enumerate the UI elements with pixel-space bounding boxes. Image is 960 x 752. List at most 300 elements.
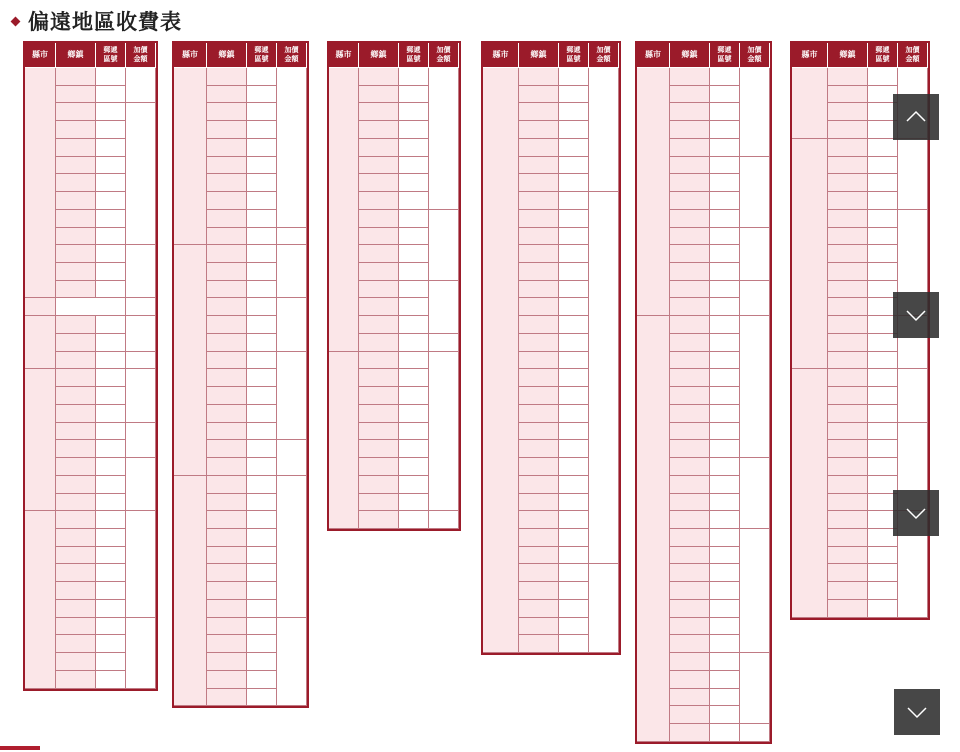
township-cell bbox=[207, 600, 247, 618]
postal-code-cell bbox=[399, 440, 429, 458]
chevron-up-icon bbox=[904, 105, 928, 129]
township-cell bbox=[670, 68, 710, 86]
postal-code-cell bbox=[96, 245, 126, 263]
township-cell bbox=[828, 494, 868, 512]
township-cell bbox=[519, 263, 559, 281]
township-cell bbox=[359, 192, 399, 210]
surcharge-cell bbox=[126, 245, 156, 298]
postal-code-cell bbox=[710, 334, 740, 352]
township-cell bbox=[359, 86, 399, 104]
postal-code-cell bbox=[710, 86, 740, 104]
township-cell bbox=[519, 635, 559, 653]
surcharge-cell bbox=[429, 511, 459, 529]
township-cell bbox=[56, 564, 96, 582]
column-header: 加價 金額 bbox=[898, 43, 928, 68]
surcharge-cell bbox=[277, 440, 307, 475]
postal-code-cell bbox=[868, 210, 898, 228]
township-cell bbox=[207, 316, 247, 334]
township-cell bbox=[56, 298, 126, 316]
county-cell bbox=[792, 369, 828, 617]
postal-code-cell bbox=[96, 582, 126, 600]
township-cell bbox=[670, 724, 710, 742]
township-cell bbox=[828, 316, 868, 334]
township-cell bbox=[519, 228, 559, 246]
township-cell bbox=[670, 600, 710, 618]
county-cell bbox=[637, 316, 670, 742]
scroll-up-button[interactable] bbox=[893, 94, 939, 140]
township-cell bbox=[670, 405, 710, 423]
township-cell bbox=[207, 458, 247, 476]
column-header: 郵遞 區號 bbox=[399, 43, 429, 68]
postal-code-cell bbox=[559, 68, 589, 86]
postal-code-cell bbox=[399, 68, 429, 86]
postal-code-cell bbox=[247, 405, 277, 423]
postal-code-cell bbox=[559, 369, 589, 387]
postal-code-cell bbox=[559, 423, 589, 441]
column-header: 縣市 bbox=[174, 43, 207, 68]
column-header: 鄉鎮 bbox=[56, 43, 96, 68]
postal-code-cell bbox=[868, 245, 898, 263]
township-cell bbox=[670, 547, 710, 565]
township-cell bbox=[359, 298, 399, 316]
township-cell bbox=[670, 706, 710, 724]
surcharge-cell bbox=[126, 423, 156, 458]
postal-code-cell bbox=[247, 618, 277, 636]
column-header: 縣市 bbox=[329, 43, 359, 68]
surcharge-cell bbox=[126, 352, 156, 370]
postal-code-cell bbox=[96, 547, 126, 565]
postal-code-cell bbox=[710, 494, 740, 512]
surcharge-cell bbox=[740, 316, 770, 458]
fee-table-4 bbox=[481, 41, 621, 655]
township-cell bbox=[519, 564, 559, 582]
township-cell bbox=[359, 174, 399, 192]
township-cell bbox=[359, 494, 399, 512]
postal-code-cell bbox=[247, 653, 277, 671]
township-cell bbox=[670, 352, 710, 370]
township-cell bbox=[359, 68, 399, 86]
township-cell bbox=[670, 103, 710, 121]
township-cell bbox=[828, 529, 868, 547]
postal-code-cell bbox=[399, 157, 429, 175]
township-cell bbox=[207, 369, 247, 387]
township-cell bbox=[56, 157, 96, 175]
township-cell bbox=[207, 281, 247, 299]
township-cell bbox=[56, 440, 96, 458]
township-cell bbox=[207, 86, 247, 104]
postal-code-cell bbox=[868, 68, 898, 86]
township-cell bbox=[359, 263, 399, 281]
postal-code-cell bbox=[247, 68, 277, 86]
township-cell bbox=[56, 600, 96, 618]
township-cell bbox=[670, 121, 710, 139]
county-cell bbox=[25, 298, 56, 316]
township-cell bbox=[207, 653, 247, 671]
postal-code-cell bbox=[399, 458, 429, 476]
township-cell bbox=[56, 653, 96, 671]
county-cell bbox=[25, 68, 56, 298]
township-cell bbox=[207, 547, 247, 565]
surcharge-cell bbox=[429, 210, 459, 281]
postal-code-cell bbox=[247, 86, 277, 104]
postal-code-cell bbox=[247, 228, 277, 246]
township-cell bbox=[670, 440, 710, 458]
postal-code-cell bbox=[710, 139, 740, 157]
township-cell bbox=[56, 86, 96, 104]
postal-code-cell bbox=[710, 405, 740, 423]
postal-code-cell bbox=[247, 387, 277, 405]
postal-code-cell bbox=[247, 281, 277, 299]
postal-code-cell bbox=[399, 86, 429, 104]
postal-code-cell bbox=[247, 298, 277, 316]
surcharge-cell bbox=[126, 316, 156, 351]
postal-code-cell bbox=[559, 316, 589, 334]
postal-code-cell bbox=[247, 316, 277, 334]
postal-code-cell bbox=[247, 564, 277, 582]
postal-code-cell bbox=[247, 157, 277, 175]
township-cell bbox=[828, 103, 868, 121]
postal-code-cell bbox=[868, 387, 898, 405]
surcharge-cell bbox=[740, 281, 770, 316]
surcharge-cell bbox=[277, 618, 307, 707]
township-cell bbox=[670, 263, 710, 281]
township-cell bbox=[359, 369, 399, 387]
postal-code-cell bbox=[247, 440, 277, 458]
township-cell bbox=[359, 334, 399, 352]
township-cell bbox=[56, 582, 96, 600]
postal-code-cell bbox=[710, 369, 740, 387]
township-cell bbox=[828, 228, 868, 246]
postal-code-cell bbox=[247, 689, 277, 707]
township-cell bbox=[207, 529, 247, 547]
surcharge-cell bbox=[589, 192, 619, 564]
postal-code-cell bbox=[96, 529, 126, 547]
postal-code-cell bbox=[559, 635, 589, 653]
postal-code-cell bbox=[559, 263, 589, 281]
township-cell bbox=[519, 618, 559, 636]
township-cell bbox=[519, 298, 559, 316]
township-cell bbox=[56, 192, 96, 210]
township-cell bbox=[670, 458, 710, 476]
township-cell bbox=[519, 476, 559, 494]
column-header: 加價 金額 bbox=[429, 43, 459, 68]
postal-code-cell bbox=[96, 121, 126, 139]
postal-code-cell bbox=[247, 494, 277, 512]
surcharge-cell bbox=[277, 245, 307, 298]
township-cell bbox=[56, 103, 96, 121]
township-cell bbox=[519, 440, 559, 458]
postal-code-cell bbox=[247, 369, 277, 387]
township-cell bbox=[207, 139, 247, 157]
township-cell bbox=[670, 635, 710, 653]
postal-code-cell bbox=[247, 174, 277, 192]
postal-code-cell bbox=[96, 352, 126, 370]
postal-code-cell bbox=[96, 458, 126, 476]
township-cell bbox=[828, 334, 868, 352]
postal-code-cell bbox=[247, 423, 277, 441]
township-cell bbox=[670, 369, 710, 387]
scroll-down-button[interactable] bbox=[893, 292, 939, 338]
township-cell bbox=[670, 174, 710, 192]
township-cell bbox=[828, 440, 868, 458]
postal-code-cell bbox=[559, 245, 589, 263]
township-cell bbox=[207, 582, 247, 600]
postal-code-cell bbox=[247, 334, 277, 352]
postal-code-cell bbox=[559, 440, 589, 458]
township-cell bbox=[519, 529, 559, 547]
postal-code-cell bbox=[247, 263, 277, 281]
township-cell bbox=[359, 316, 399, 334]
surcharge-cell bbox=[589, 68, 619, 192]
township-cell bbox=[670, 529, 710, 547]
township-cell bbox=[670, 689, 710, 707]
postal-code-cell bbox=[96, 263, 126, 281]
township-cell bbox=[519, 121, 559, 139]
township-cell bbox=[207, 228, 247, 246]
surcharge-cell bbox=[277, 476, 307, 618]
township-cell bbox=[56, 458, 96, 476]
township-cell bbox=[828, 174, 868, 192]
surcharge-cell bbox=[898, 139, 928, 210]
county-cell bbox=[329, 352, 359, 529]
township-cell bbox=[670, 494, 710, 512]
township-cell bbox=[56, 547, 96, 565]
county-cell bbox=[25, 511, 56, 688]
postal-code-cell bbox=[559, 529, 589, 547]
postal-code-cell bbox=[559, 511, 589, 529]
postal-code-cell bbox=[559, 547, 589, 565]
postal-code-cell bbox=[868, 440, 898, 458]
township-cell bbox=[207, 511, 247, 529]
surcharge-cell bbox=[126, 458, 156, 511]
county-cell bbox=[25, 316, 56, 369]
surcharge-cell bbox=[740, 724, 770, 742]
column-header: 加價 金額 bbox=[589, 43, 619, 68]
postal-code-cell bbox=[96, 139, 126, 157]
fee-table-1 bbox=[23, 41, 158, 691]
postal-code-cell bbox=[247, 458, 277, 476]
county-cell bbox=[637, 68, 670, 316]
township-cell bbox=[828, 192, 868, 210]
county-cell bbox=[792, 68, 828, 139]
postal-code-cell bbox=[399, 476, 429, 494]
township-cell bbox=[828, 86, 868, 104]
township-cell bbox=[828, 511, 868, 529]
postal-code-cell bbox=[96, 103, 126, 121]
fee-table-3 bbox=[327, 41, 461, 531]
postal-code-cell bbox=[710, 423, 740, 441]
fee-table-2 bbox=[172, 41, 309, 708]
township-cell bbox=[56, 245, 96, 263]
surcharge-cell bbox=[589, 564, 619, 653]
postal-code-cell bbox=[96, 174, 126, 192]
township-cell bbox=[828, 600, 868, 618]
township-cell bbox=[56, 139, 96, 157]
township-cell bbox=[670, 281, 710, 299]
township-cell bbox=[56, 352, 96, 370]
township-cell bbox=[828, 157, 868, 175]
township-cell bbox=[519, 103, 559, 121]
township-cell bbox=[359, 458, 399, 476]
postal-code-cell bbox=[96, 564, 126, 582]
postal-code-cell bbox=[247, 476, 277, 494]
postal-code-cell bbox=[710, 547, 740, 565]
township-cell bbox=[359, 121, 399, 139]
township-cell bbox=[670, 618, 710, 636]
township-cell bbox=[207, 423, 247, 441]
postal-code-cell bbox=[710, 316, 740, 334]
postal-code-cell bbox=[96, 494, 126, 512]
column-header: 郵遞 區號 bbox=[247, 43, 277, 68]
township-cell bbox=[359, 352, 399, 370]
township-cell bbox=[359, 245, 399, 263]
postal-code-cell bbox=[247, 121, 277, 139]
township-cell bbox=[519, 423, 559, 441]
fee-table-5 bbox=[635, 41, 772, 744]
township-cell bbox=[207, 671, 247, 689]
postal-code-cell bbox=[559, 618, 589, 636]
township-cell bbox=[207, 334, 247, 352]
column-header: 縣市 bbox=[637, 43, 670, 68]
township-cell bbox=[519, 600, 559, 618]
township-cell bbox=[207, 635, 247, 653]
column-header: 加價 金額 bbox=[740, 43, 770, 68]
township-cell bbox=[670, 671, 710, 689]
postal-code-cell bbox=[399, 511, 429, 529]
postal-code-cell bbox=[96, 334, 126, 352]
postal-code-cell bbox=[710, 440, 740, 458]
postal-code-cell bbox=[247, 210, 277, 228]
county-cell bbox=[329, 68, 359, 352]
postal-code-cell bbox=[399, 263, 429, 281]
postal-code-cell bbox=[559, 600, 589, 618]
township-cell bbox=[670, 298, 710, 316]
township-cell bbox=[56, 263, 96, 281]
township-cell bbox=[207, 157, 247, 175]
township-cell bbox=[359, 228, 399, 246]
postal-code-cell bbox=[868, 458, 898, 476]
postal-code-cell bbox=[710, 298, 740, 316]
township-cell bbox=[519, 86, 559, 104]
postal-code-cell bbox=[399, 228, 429, 246]
postal-code-cell bbox=[710, 511, 740, 529]
surcharge-cell bbox=[740, 157, 770, 228]
township-cell bbox=[207, 476, 247, 494]
postal-code-cell bbox=[868, 582, 898, 600]
postal-code-cell bbox=[399, 121, 429, 139]
township-cell bbox=[56, 334, 96, 352]
township-cell bbox=[828, 476, 868, 494]
postal-code-cell bbox=[559, 387, 589, 405]
postal-code-cell bbox=[96, 423, 126, 441]
township-cell bbox=[56, 316, 96, 334]
township-cell bbox=[828, 121, 868, 139]
postal-code-cell bbox=[399, 369, 429, 387]
postal-code-cell bbox=[399, 298, 429, 316]
township-cell bbox=[519, 334, 559, 352]
township-cell bbox=[56, 635, 96, 653]
postal-code-cell bbox=[710, 210, 740, 228]
column-header: 郵遞 區號 bbox=[96, 43, 126, 68]
column-header: 鄉鎮 bbox=[359, 43, 399, 68]
postal-code-cell bbox=[559, 458, 589, 476]
township-cell bbox=[207, 618, 247, 636]
postal-code-cell bbox=[399, 352, 429, 370]
township-cell bbox=[207, 564, 247, 582]
township-cell bbox=[56, 281, 96, 299]
postal-code-cell bbox=[96, 511, 126, 529]
postal-code-cell bbox=[247, 547, 277, 565]
postal-code-cell bbox=[96, 86, 126, 104]
column-header: 縣市 bbox=[25, 43, 56, 68]
postal-code-cell bbox=[247, 635, 277, 653]
postal-code-cell bbox=[710, 582, 740, 600]
bottom-accent-line bbox=[0, 746, 40, 750]
township-cell bbox=[207, 352, 247, 370]
postal-code-cell bbox=[399, 103, 429, 121]
postal-code-cell bbox=[559, 352, 589, 370]
township-cell bbox=[56, 511, 96, 529]
postal-code-cell bbox=[247, 511, 277, 529]
postal-code-cell bbox=[559, 228, 589, 246]
township-cell bbox=[670, 228, 710, 246]
postal-code-cell bbox=[710, 192, 740, 210]
postal-code-cell bbox=[868, 192, 898, 210]
column-header: 加價 金額 bbox=[126, 43, 156, 68]
postal-code-cell bbox=[399, 174, 429, 192]
township-cell bbox=[207, 440, 247, 458]
township-cell bbox=[828, 68, 868, 86]
township-cell bbox=[359, 440, 399, 458]
postal-code-cell bbox=[559, 405, 589, 423]
township-cell bbox=[519, 387, 559, 405]
surcharge-cell bbox=[126, 369, 156, 422]
township-cell bbox=[519, 68, 559, 86]
surcharge-cell bbox=[429, 68, 459, 210]
township-cell bbox=[828, 405, 868, 423]
township-cell bbox=[359, 157, 399, 175]
postal-code-cell bbox=[710, 245, 740, 263]
township-cell bbox=[207, 245, 247, 263]
postal-code-cell bbox=[399, 405, 429, 423]
township-cell bbox=[56, 405, 96, 423]
township-cell bbox=[56, 228, 96, 246]
postal-code-cell bbox=[399, 316, 429, 334]
page-down-button[interactable] bbox=[894, 689, 940, 735]
postal-code-cell bbox=[247, 245, 277, 263]
postal-code-cell bbox=[96, 671, 126, 689]
township-cell bbox=[207, 263, 247, 281]
township-cell bbox=[359, 139, 399, 157]
township-cell bbox=[359, 476, 399, 494]
postal-code-cell bbox=[710, 600, 740, 618]
township-cell bbox=[519, 494, 559, 512]
postal-code-cell bbox=[710, 653, 740, 671]
township-cell bbox=[670, 157, 710, 175]
township-cell bbox=[56, 174, 96, 192]
scroll-down-button-2[interactable] bbox=[893, 490, 939, 536]
postal-code-cell bbox=[710, 458, 740, 476]
postal-code-cell bbox=[559, 174, 589, 192]
township-cell bbox=[828, 210, 868, 228]
page-title bbox=[8, 6, 182, 36]
township-cell bbox=[359, 405, 399, 423]
township-cell bbox=[56, 210, 96, 228]
postal-code-cell bbox=[559, 139, 589, 157]
township-cell bbox=[207, 298, 247, 316]
postal-code-cell bbox=[399, 192, 429, 210]
postal-code-cell bbox=[559, 564, 589, 582]
